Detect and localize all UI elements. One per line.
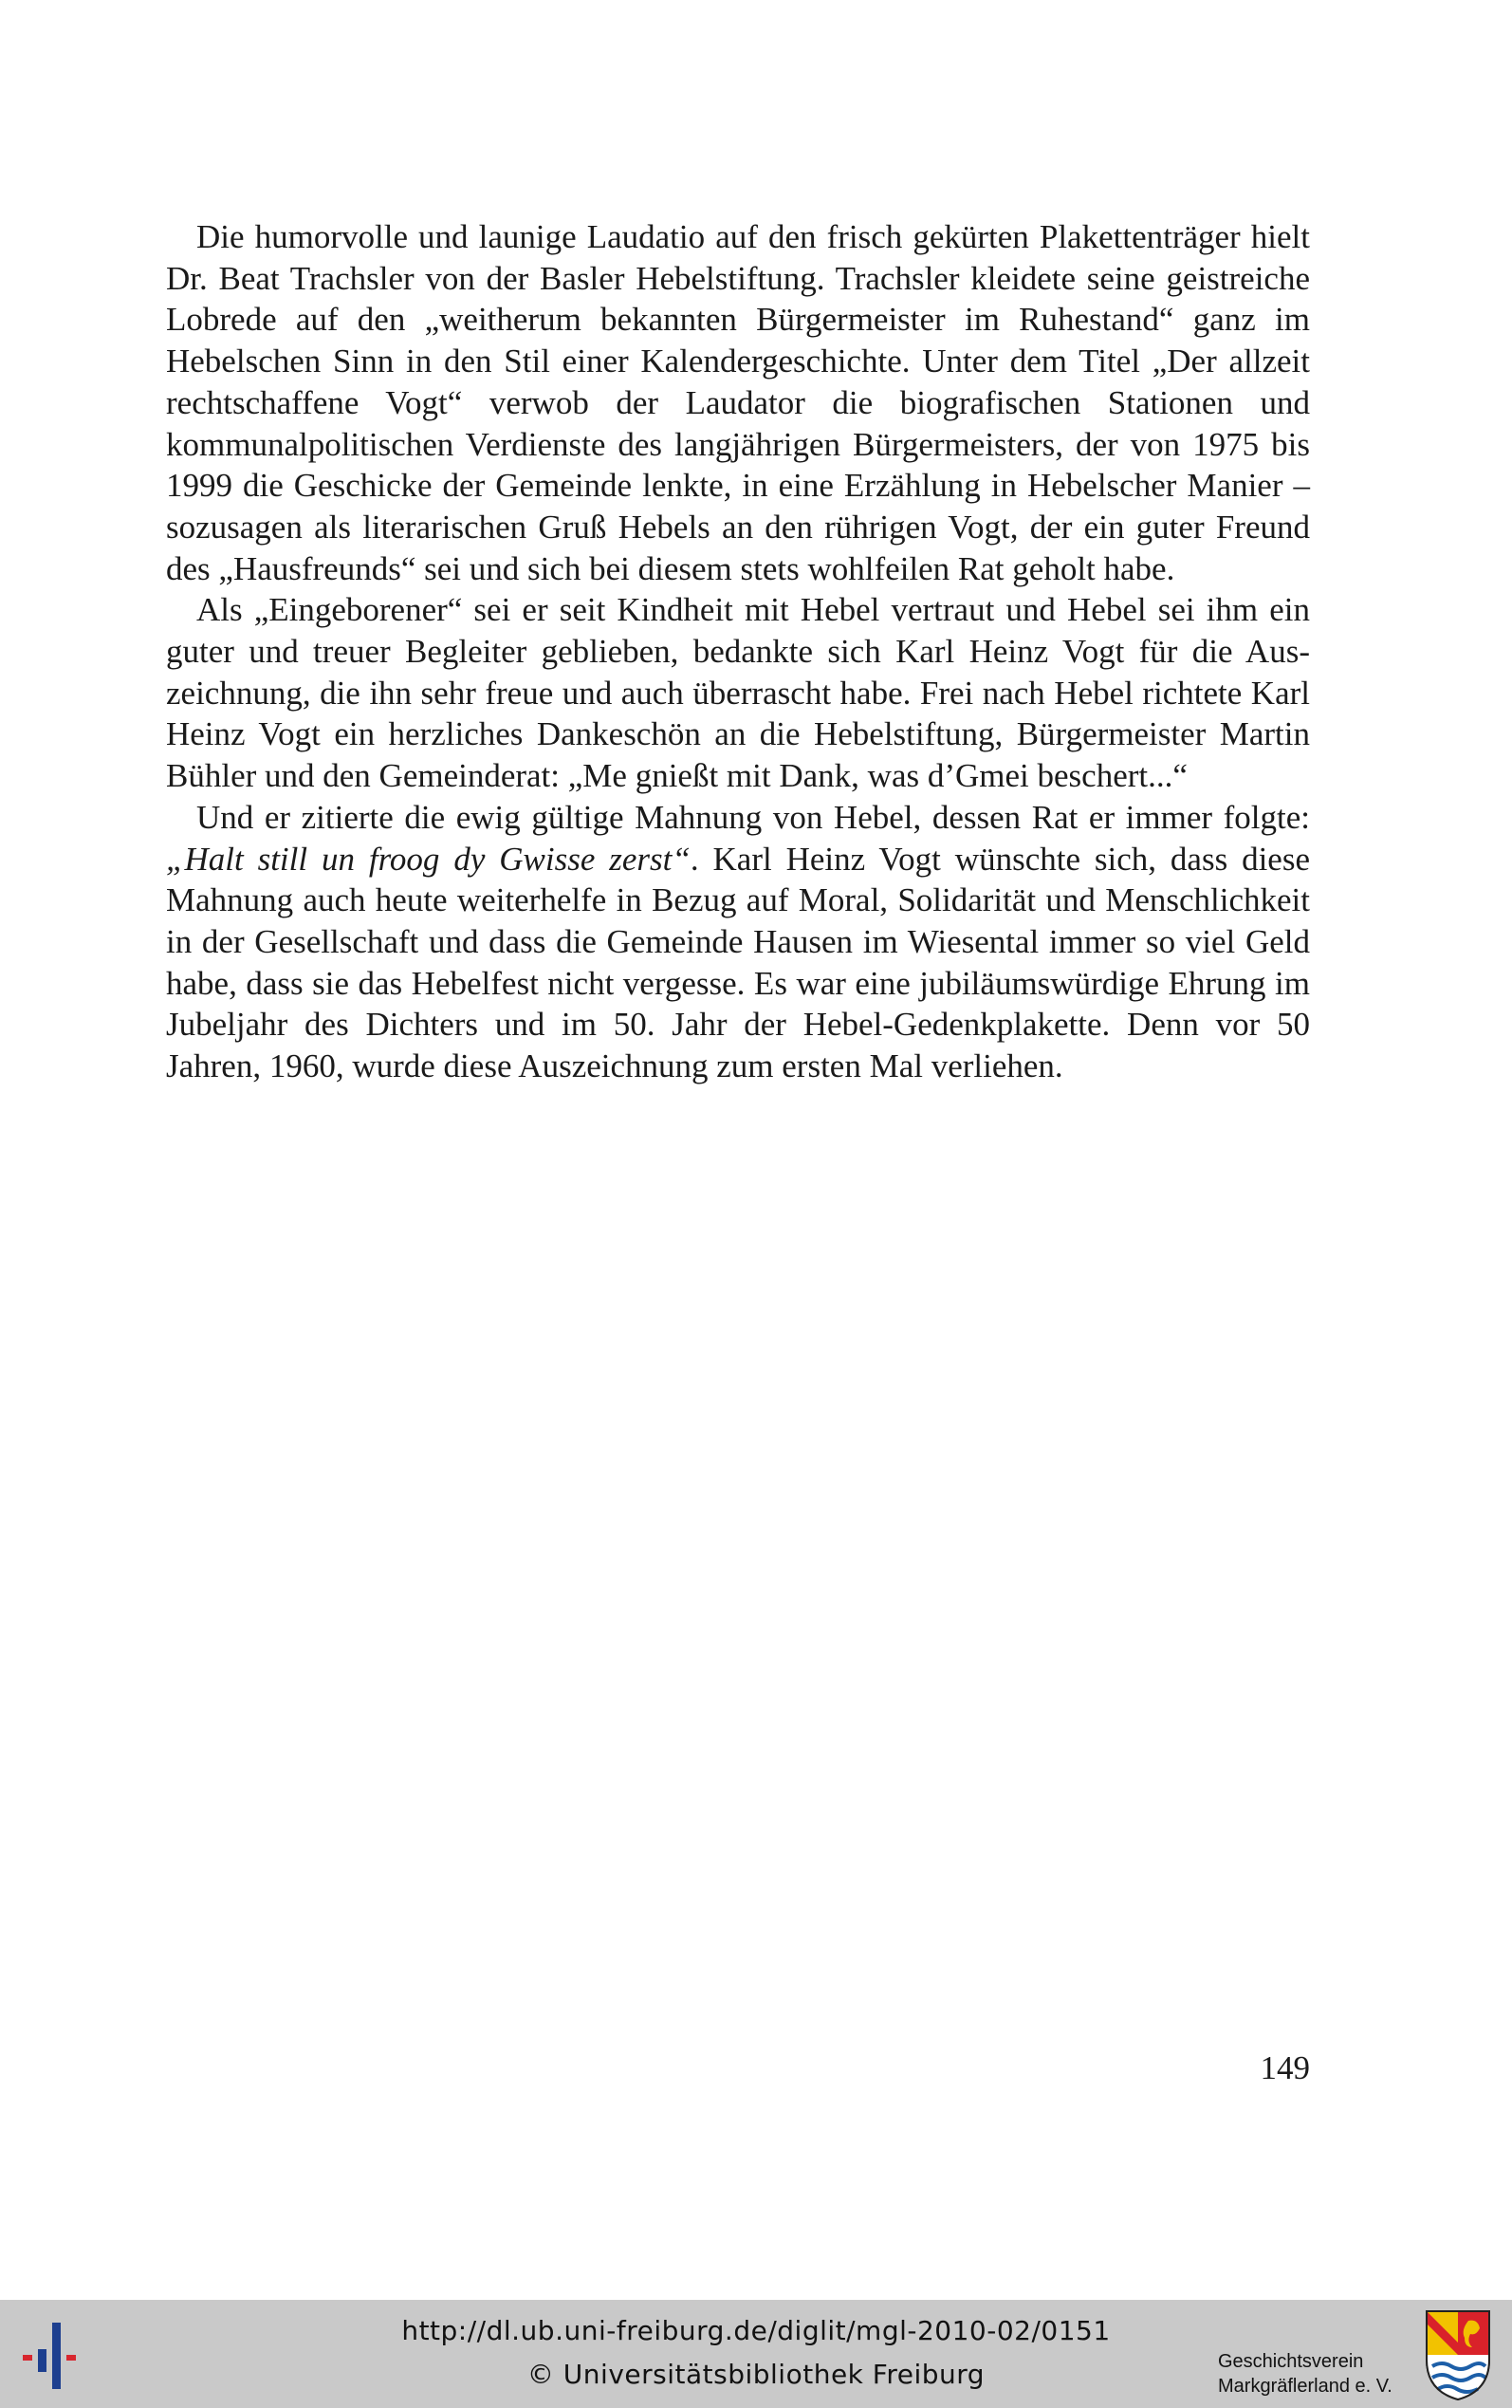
paragraph-text: Und er zitierte die ewig gültige Mahnung von Hebel, dessen Rat er immer folgte: xyxy=(196,798,1310,836)
quote-italic: „Halt still un froog dy Gwisse zerst“ xyxy=(166,840,691,878)
paragraph xyxy=(166,216,1310,589)
paragraph-text: Als „Eingeborener“ sei er seit Kindheit mit Hebel vertraut und Hebel sei ihm ein guter und treuer Begleiter geblieben, bedankte sich Karl Heinz Vogt für die Auszeichnung, die ihn sehr freue und auch überrascht habe. Frei nach Hebel richtete Karl Heinz Vogt ein herzliches Dankeschön an die Hebelstiftung, Bürgermeister Martin Bühler und den Gemeinderat: „Me gnießt mit Dank, was d’Gmei beschert...“ xyxy=(166,591,1310,795)
paragraph xyxy=(166,797,1310,1087)
coat-of-arms-icon xyxy=(1423,2307,1493,2402)
society-name xyxy=(1218,2349,1392,2399)
body-text xyxy=(166,216,1310,1087)
society-name-line1: Geschichtsverein xyxy=(1218,2351,1364,2372)
society-name-line2: Markgräflerland e. V. xyxy=(1218,2376,1392,2397)
copyright-notice: © Universitätsbibliothek Freiburg xyxy=(526,2359,986,2390)
paragraph-text: . Karl Heinz Vogt wünschte sich, dass diese Mahnung auch heute weiterhelfe in Bezug auf Moral, Solidarität und Menschlichkeit in der Gesellschaft und dass die Gemeinde Hausen im Wiesental immer so viel Geld habe, dass sie das Hebelfest nicht vergesse. Es war eine jubiläumswürdige Ehrung im Jubeljahr des Dichters und im 50. Jahr der Hebel-Gedenkplakette. Denn vor 50 Jahren, 1960, wurde diese Auszeichnung zum ersten Mal verliehen. xyxy=(166,840,1310,1085)
paragraph xyxy=(166,589,1310,797)
source-url-link[interactable]: http://dl.ub.uni-freiburg.de/diglit/mgl-2010-02/0151 xyxy=(401,2315,1111,2346)
footer-bar xyxy=(0,2300,1512,2408)
page-number: 149 xyxy=(1260,2049,1310,2086)
paragraph-text: Die humorvolle und launige Laudatio auf den frisch gekürten Plakettenträger hielt Dr. Beat Trachsler von der Basler Hebelstiftung. Trachsler kleidete seine geistreiche Lobrede auf den „weitherum bekannten Bürgermeister im Ruhestand“ ganz im Hebelschen Sinn in den Stil einer Kalendergeschichte. Unter dem Titel „Der allzeit rechtschaffene Vogt“ verwob der Laudator die biografischen Stationen und kommunalpolitischen Verdienste des langjährigen Bürgermeisters, der von 1975 bis 1999 die Geschicke der Gemeinde lenkte, in eine Erzählung in Hebelscher Manier – sozusagen als literarischen Gruß Hebels an den rührigen Vogt, der ein guter Freund des „Hausfreunds“ sei und sich bei diesem stets wohlfeilen Rat geholt habe. xyxy=(166,218,1310,587)
